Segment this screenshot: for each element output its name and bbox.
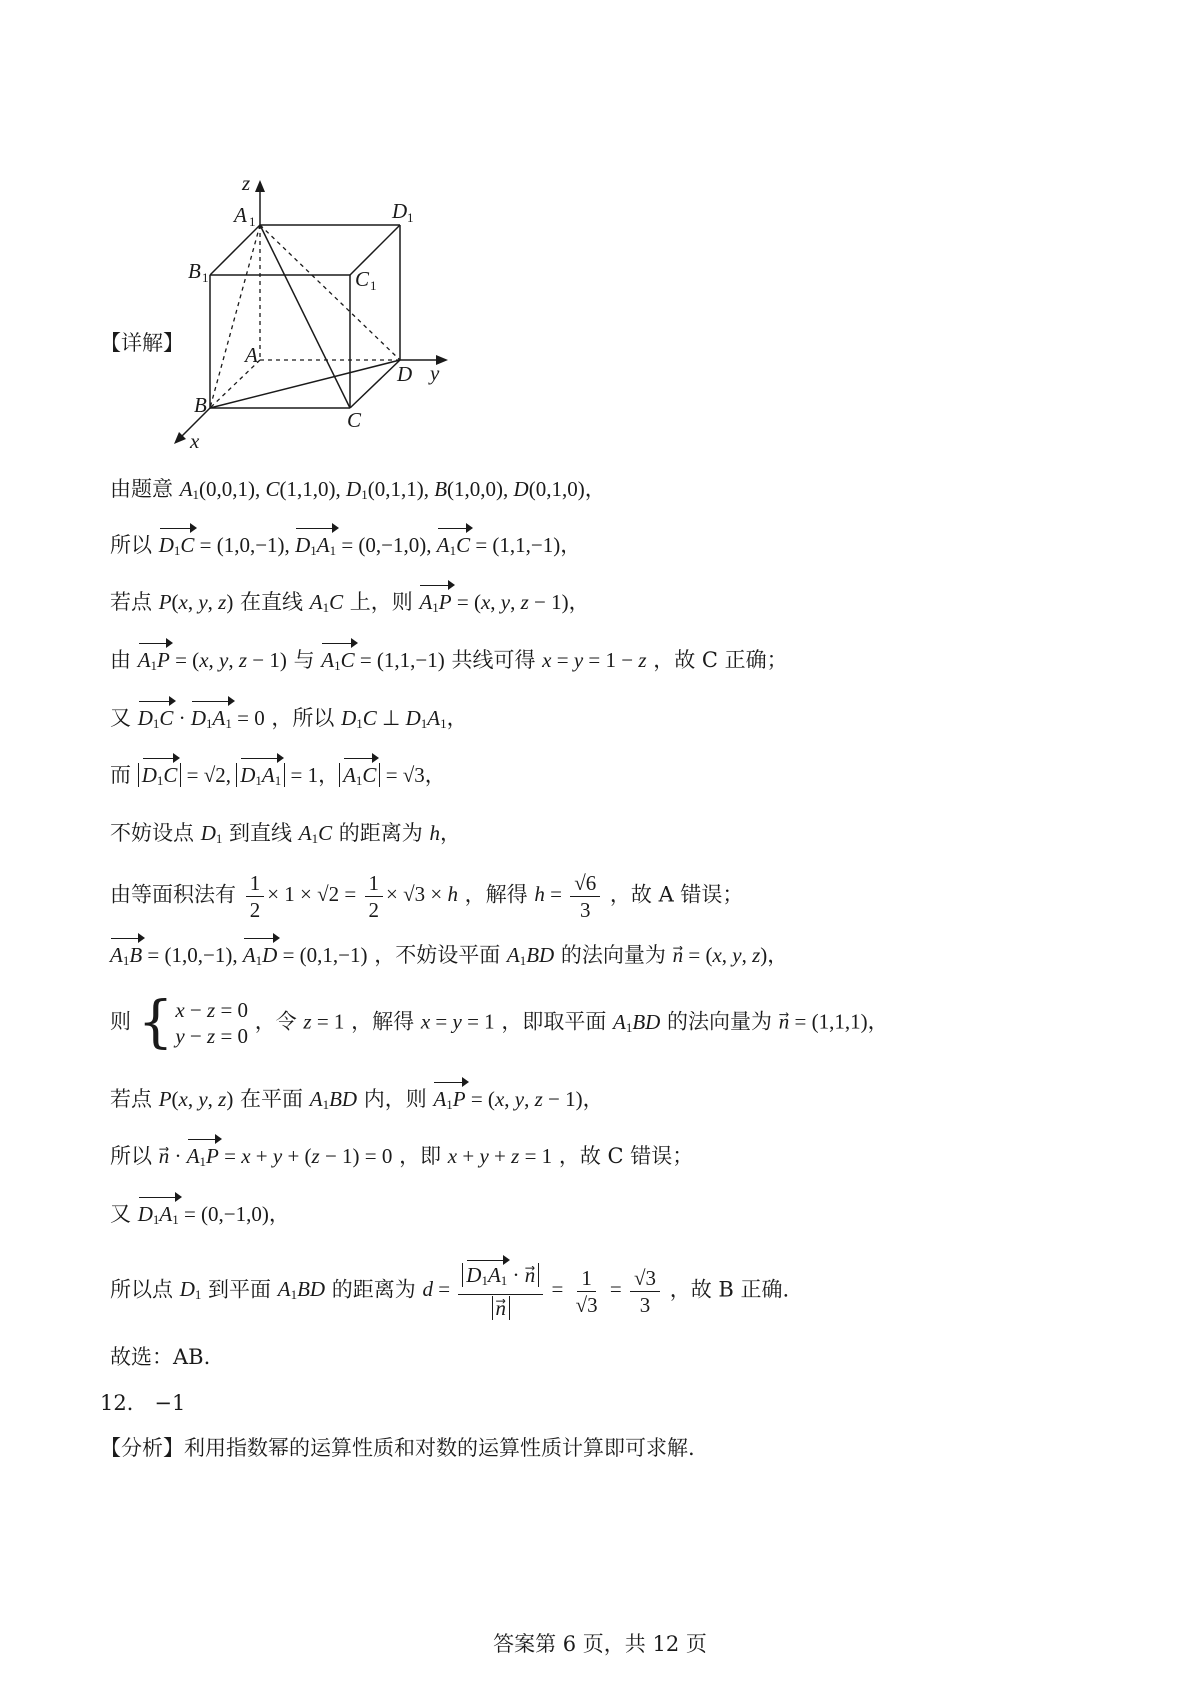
label-y: y xyxy=(430,361,440,385)
label-a1: A xyxy=(234,203,247,227)
solution-line-9: $A_1B = (1,0,-1)$, $A_1D = (0,1,-1)$ ，不妨设平面 $A_1BD$ 的法向量为 n⃗ = (x, y, z)， xyxy=(110,940,788,976)
svg-text:1: 1 xyxy=(202,270,209,285)
solution-line-7: 不妨设点 $D_1$ 到直线 $A_1C$ 的距离为 h， xyxy=(110,821,461,846)
diag-a1-b xyxy=(210,225,260,408)
solution-line-14: 所以点 $D_1$ 到平面 $A_1BD$ 的距离为 d = $\frac{D_1A_1 \cdot n}{n}$ = $\frac{1}{√3}$ = $\frac{√3}{3}$ ，故 B 正确. xyxy=(110,1263,790,1320)
page-footer: 答案第 6 页，共 12 页 xyxy=(493,1632,707,1656)
label-b1: B xyxy=(188,259,201,283)
diag-a1-c xyxy=(260,225,350,408)
diag-b-d xyxy=(210,360,400,408)
svg-text:1: 1 xyxy=(370,278,377,293)
label-b: B xyxy=(194,393,207,417)
solution-line-11: 若点 P(x, y, z) 在平面 $A_1BD$ 内，则 $A_1P = (x$, y, z − 1)， xyxy=(110,1084,604,1120)
edge-a-b xyxy=(210,360,260,408)
z-arrow-head xyxy=(255,180,265,192)
solution-line-10: 则 { x − z = 0 y − z = 0 ，令 z = 1 ，解得 x = y = 1 ，即取平面 $A_1BD$ 的法向量为 n⃗ = (1,1,1)， xyxy=(110,990,889,1055)
svg-text:1: 1 xyxy=(249,214,256,229)
label-c: C xyxy=(347,408,362,432)
label-d: D xyxy=(397,362,413,386)
solution-line-5: 又 $D_1C \cdot D_1A_1 = 0$ ，所以 $D_1C$ ⊥ $D_1A_1$， xyxy=(110,703,468,739)
question-12-answer: 12． −1 xyxy=(100,1391,186,1415)
label-z: z xyxy=(242,180,251,195)
solution-line-13: 又 $D_1A_1 = (0,-1,0)$， xyxy=(110,1199,290,1235)
label-a: A xyxy=(245,343,258,367)
label-d1: D xyxy=(392,199,408,223)
solution-line-8: 由等面积法有 $\frac{1}{2}$ × 1 × √2 = $\frac{1}{2}$ × √3 × h ，解得 h = $\frac{√6}{3}$ ，故 A 错误； xyxy=(110,871,744,922)
solution-line-2: 所以 $D_1C = (1,0,-1)$, $D_1A_1 = (0,-1,0)$, $A_1C = (1,1,-1)$， xyxy=(110,530,581,566)
svg-text:1: 1 xyxy=(407,210,414,225)
label-c1: C xyxy=(355,267,370,291)
solution-line-1: 由题意 $A_1(0,0,1)$, C(1,1,0), $D_1(0,1,1)$, B(1,0,0), D(0,1,0)， xyxy=(110,477,606,502)
detail-label: 【详解】 xyxy=(100,331,184,355)
label-x: x xyxy=(190,429,200,453)
analysis-line: 【分析】利用指数幂的运算性质和对数的运算性质计算即可求解. xyxy=(100,1436,695,1460)
solution-line-6: 而 $D_1C = √2$, $D_1A_1 = 1$， $A_1C = √3$， xyxy=(110,760,446,796)
solution-line-4: 由 $A_1P = (x$, y, z − 1) 与 $A_1C = (1,1,-1)$ 共线可得 x = y = 1 − z ，故 C 正确； xyxy=(110,645,788,681)
solution-line-3: 若点 P(x, y, z) 在直线 $A_1C$ 上，则 $A_1P = (x$, y, z − 1)， xyxy=(110,587,590,623)
edge-c-d xyxy=(350,360,400,408)
solution-line-12: 所以 n⃗ · $A_1P = x + y + (z - 1) = 0$ ，即 x + y + z = 1 ，故 C 错误； xyxy=(110,1141,693,1177)
solution-line-15: 故选：AB. xyxy=(110,1345,211,1369)
